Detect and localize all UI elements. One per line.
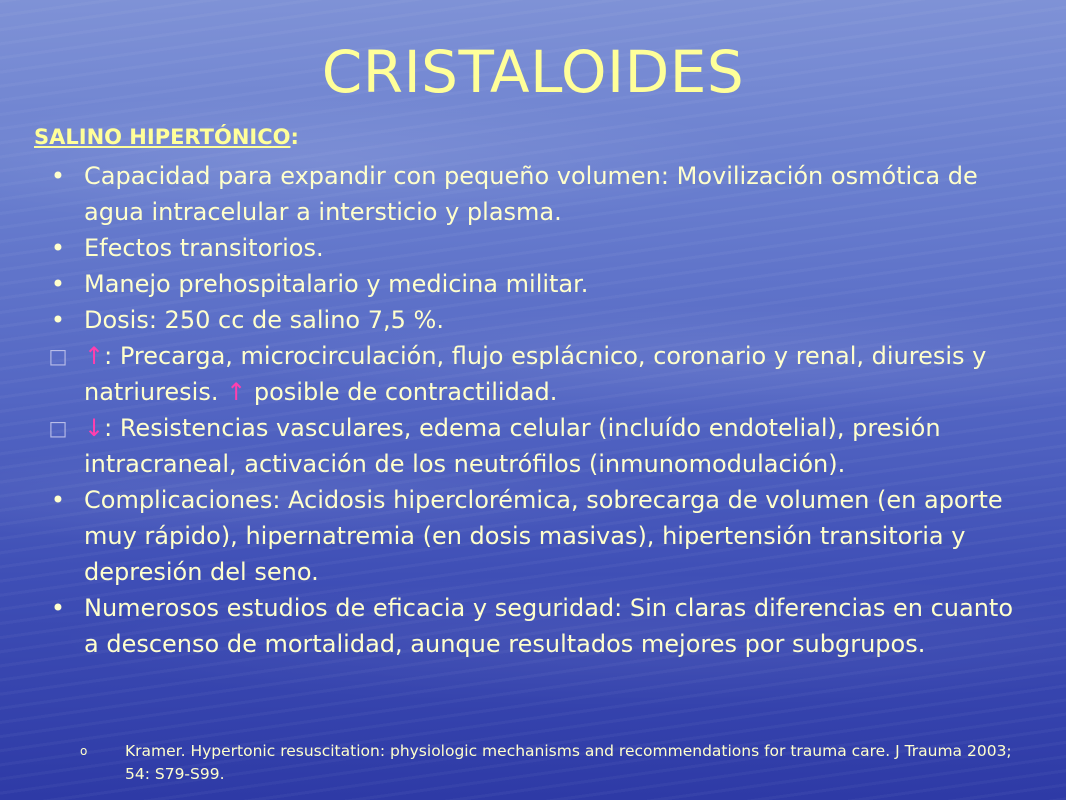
reference-list [80,740,1020,786]
slide-title: CRISTALOIDES [321,38,745,106]
bullet-text: Efectos transitorios. [84,234,324,262]
bullet-marker: • [50,486,66,514]
bullet-marker: • [50,594,66,622]
bullet-marker: • [50,162,66,190]
bullet-marker: • [50,306,66,334]
reference-marker: o [80,744,88,758]
bullet-marker: • [50,270,66,298]
section-heading-text: SALINO HIPERTÓNICO [34,125,291,149]
bullet-text: : Resistencias vasculares, edema celular (incluído endotelial), presión intracraneal, activación de los neutrófilos (inmunomodulación). [84,414,941,478]
section-heading-colon: : [290,125,299,149]
bullet-item [34,482,1034,590]
bullet-item-decrease [34,410,1034,482]
bullet-text: Manejo prehospitalario y medicina militar. [84,270,589,298]
up-arrow-icon: ↑ [226,378,247,406]
bullet-item [34,590,1034,662]
bullet-item [34,266,1034,302]
bullet-text: : Precarga, microcirculación, flujo esplácnico, coronario y renal, diuresis y natriuresis. [84,342,987,406]
bullet-text: Numerosos estudios de eficacia y seguridad: Sin claras diferencias en cuanto a descenso de mortalidad, aunque resultados mejores por subgrupos. [84,594,1014,658]
bullet-item [34,158,1034,230]
missing-glyph-box-icon: □ [48,344,68,368]
bullet-item-increase [34,338,1034,410]
bullet-text: Complicaciones: Acidosis hiperclorémica, sobrecarga de volumen (en aporte muy rápido), hipernatremia (en dosis masivas), hipertensión transitoria y depresión del seno. [84,486,1003,586]
bullet-text: Dosis: 250 cc de salino 7,5 %. [84,306,444,334]
bullet-list [34,158,1034,662]
bullet-item [34,230,1034,266]
bullet-text-continued: posible de contractilidad. [253,378,558,406]
missing-glyph-box-icon: □ [48,416,68,440]
section-heading [34,122,299,152]
bullet-marker: • [50,234,66,262]
down-arrow-icon: ↓ [84,414,105,442]
up-arrow-icon: ↑ [84,342,105,370]
reference-item [80,740,1020,786]
bullet-text: Capacidad para expandir con pequeño volumen: Movilización osmótica de agua intracelular a intersticio y plasma. [84,162,978,226]
bullet-item [34,302,1034,338]
reference-text: Kramer. Hypertonic resuscitation: physiologic mechanisms and recommendations for trauma care. J Trauma 2003; 54: S79-S99. [125,742,1012,783]
